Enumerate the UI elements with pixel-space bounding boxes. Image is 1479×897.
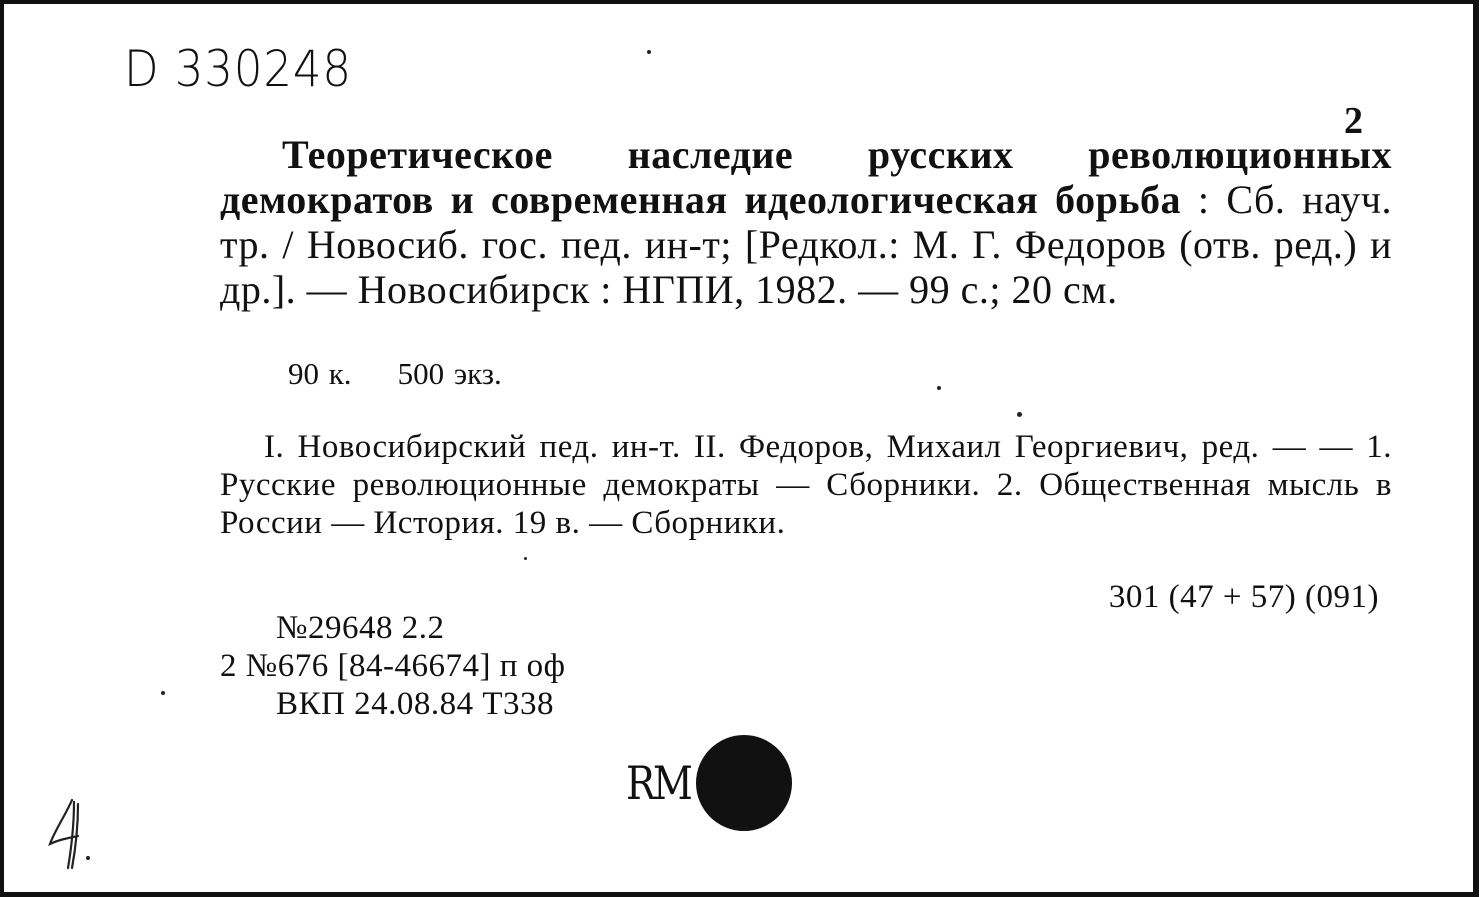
price-line xyxy=(288,356,502,392)
speck xyxy=(524,557,527,560)
tech-line-2: 2 №676 [84-46674] п оф xyxy=(220,648,566,684)
speck xyxy=(86,856,90,860)
speck xyxy=(1017,412,1022,417)
speck xyxy=(161,691,165,695)
handwritten-number-mark xyxy=(44,794,94,874)
tech-line-1: №29648 2.2 xyxy=(276,610,445,646)
call-number: D 330248 xyxy=(124,40,352,98)
bibliographic-description xyxy=(220,132,1392,312)
tech-line-3: ВКП 24.08.84 Т338 xyxy=(276,686,555,722)
rm-stamp: RM xyxy=(626,756,691,810)
price: 90 к. xyxy=(288,356,352,391)
classification-code: 301 (47 + 57) (091) xyxy=(1108,579,1379,615)
book-title: Теоретическое наследие русских революционных демократов и современная идеологическая борьба xyxy=(220,132,1392,222)
speck xyxy=(937,386,941,390)
subject-entries xyxy=(220,428,1392,542)
print-run: 500 экз. xyxy=(397,356,502,391)
subject-entries-text: I. Новосибирский пед. ин-т. II. Федоров, Михаил Георгиевич, ред. — — 1. Русские революционные демократы — Сборники. 2. Общественная мысль в России — История. 19 в. — Сборники. xyxy=(220,429,1392,541)
volume-number: 2 xyxy=(1344,100,1363,142)
speck xyxy=(647,50,651,54)
black-dot-mark xyxy=(696,735,792,831)
publication-details: : Сб. науч. тр. / Новосиб. гос. пед. ин-т; [Редкол.: М. Г. Федоров (отв. ред.) и др.]. — Новосибирск : НГПИ, 1982. — 99 с.; 20 см. xyxy=(220,177,1392,312)
